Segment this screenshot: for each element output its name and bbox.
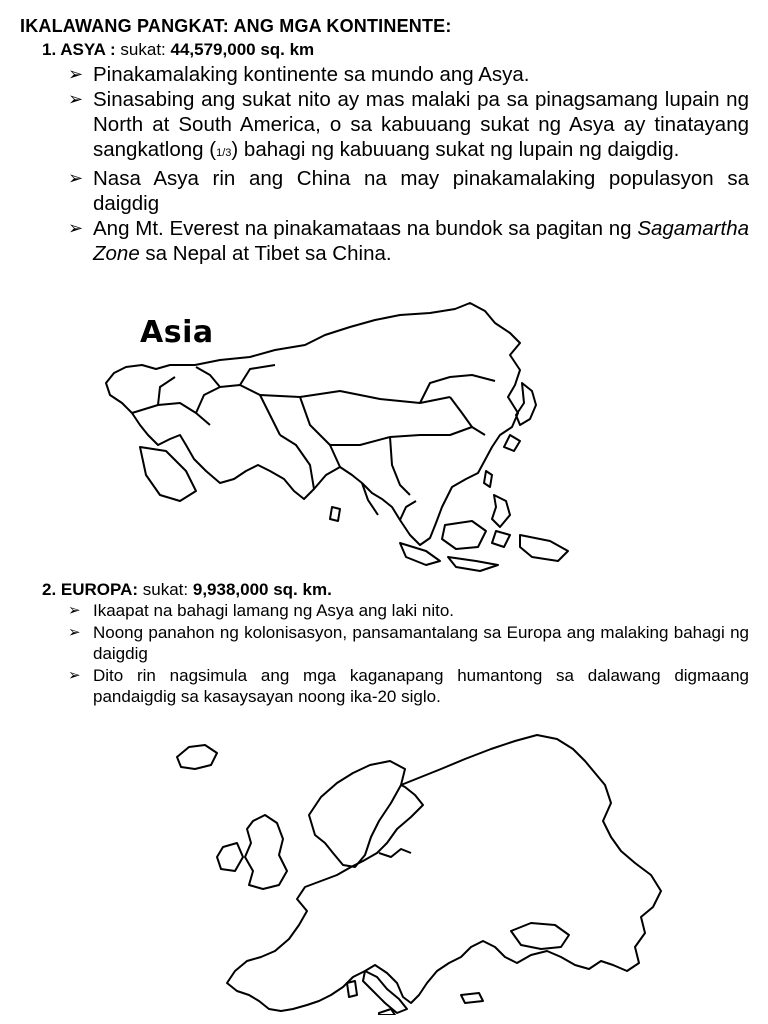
europe-bullet-2-text: Noong panahon ng kolonisasyon, pansamantalang sa Europa ang malaking bahagi ng daigdig: [93, 622, 749, 663]
asia-heading: [42, 40, 314, 60]
europe-outline-map: [165, 725, 675, 1015]
arrow-bullet-icon: ➢: [68, 218, 84, 238]
asia-bullet-4-tail: sa Nepal at Tibet sa China.: [139, 242, 392, 265]
asia-bullet-1: [68, 62, 749, 87]
asia-bullet-3-text: Nasa Asya rin ang China na may pinakamalaking populasyon sa daigdig: [93, 167, 749, 215]
asia-bullet-list: [68, 62, 749, 266]
europe-heading-label: 2. EUROPA:: [42, 580, 139, 599]
europe-size-value: 9,938,000 sq. km.: [192, 580, 332, 599]
asia-size-value: 44,579,000 sq. km: [170, 40, 315, 59]
asia-bullet-2: [68, 87, 749, 166]
europe-map: [165, 725, 675, 1015]
europe-size-label: sukat:: [138, 580, 193, 599]
asia-bullet-2-tail: ) bahagi ng kabuuang sukat ng lupain ng daigdig.: [231, 138, 680, 161]
asia-bullet-3: [68, 166, 749, 216]
europe-bullet-3-text: Dito rin nagsimula ang mga kaganapang humantong sa dalawang digmaang pandaigdig sa kasaysayan noong ika-20 siglo.: [93, 665, 749, 706]
arrow-bullet-icon: ➢: [68, 168, 84, 188]
asia-bullet-1-text: Pinakamalaking kontinente sa mundo ang Asya.: [93, 63, 530, 86]
europe-heading: [42, 580, 332, 600]
asia-bullet-4-text: Ang Mt. Everest na pinakamataas na bundok sa pagitan ng: [93, 217, 638, 240]
asia-map: [100, 295, 575, 575]
asia-map-label: Asia: [140, 315, 214, 350]
arrow-bullet-icon: ➢: [68, 666, 81, 684]
europe-bullet-1: [68, 600, 749, 622]
europe-bullet-3: [68, 665, 749, 708]
fraction-one-third: 1/3: [216, 147, 232, 159]
arrow-bullet-icon: ➢: [68, 64, 84, 84]
asia-bullet-2-text: Sinasabing ang sukat nito ay mas malaki pa sa pinagsamang lupain ng North at South America, o sa kabuuang sukat ng Asya ay tinatayang sangkatlong (: [93, 88, 749, 161]
page-title: IKALAWANG PANGKAT: ANG MGA KONTINENTE:: [20, 16, 452, 36]
europe-bullet-2: [68, 622, 749, 665]
sagamartha-zone: Sagamartha Zone: [93, 217, 749, 265]
europe-bullet-list: [68, 600, 749, 708]
asia-size-label: sukat:: [115, 40, 171, 59]
arrow-bullet-icon: ➢: [68, 623, 81, 641]
europe-bullet-1-text: Ikaapat na bahagi lamang ng Asya ang laki nito.: [93, 601, 455, 620]
arrow-bullet-icon: ➢: [68, 89, 84, 109]
asia-heading-label: 1. ASYA :: [42, 40, 116, 59]
asia-bullet-4: [68, 216, 749, 266]
arrow-bullet-icon: ➢: [68, 602, 81, 619]
